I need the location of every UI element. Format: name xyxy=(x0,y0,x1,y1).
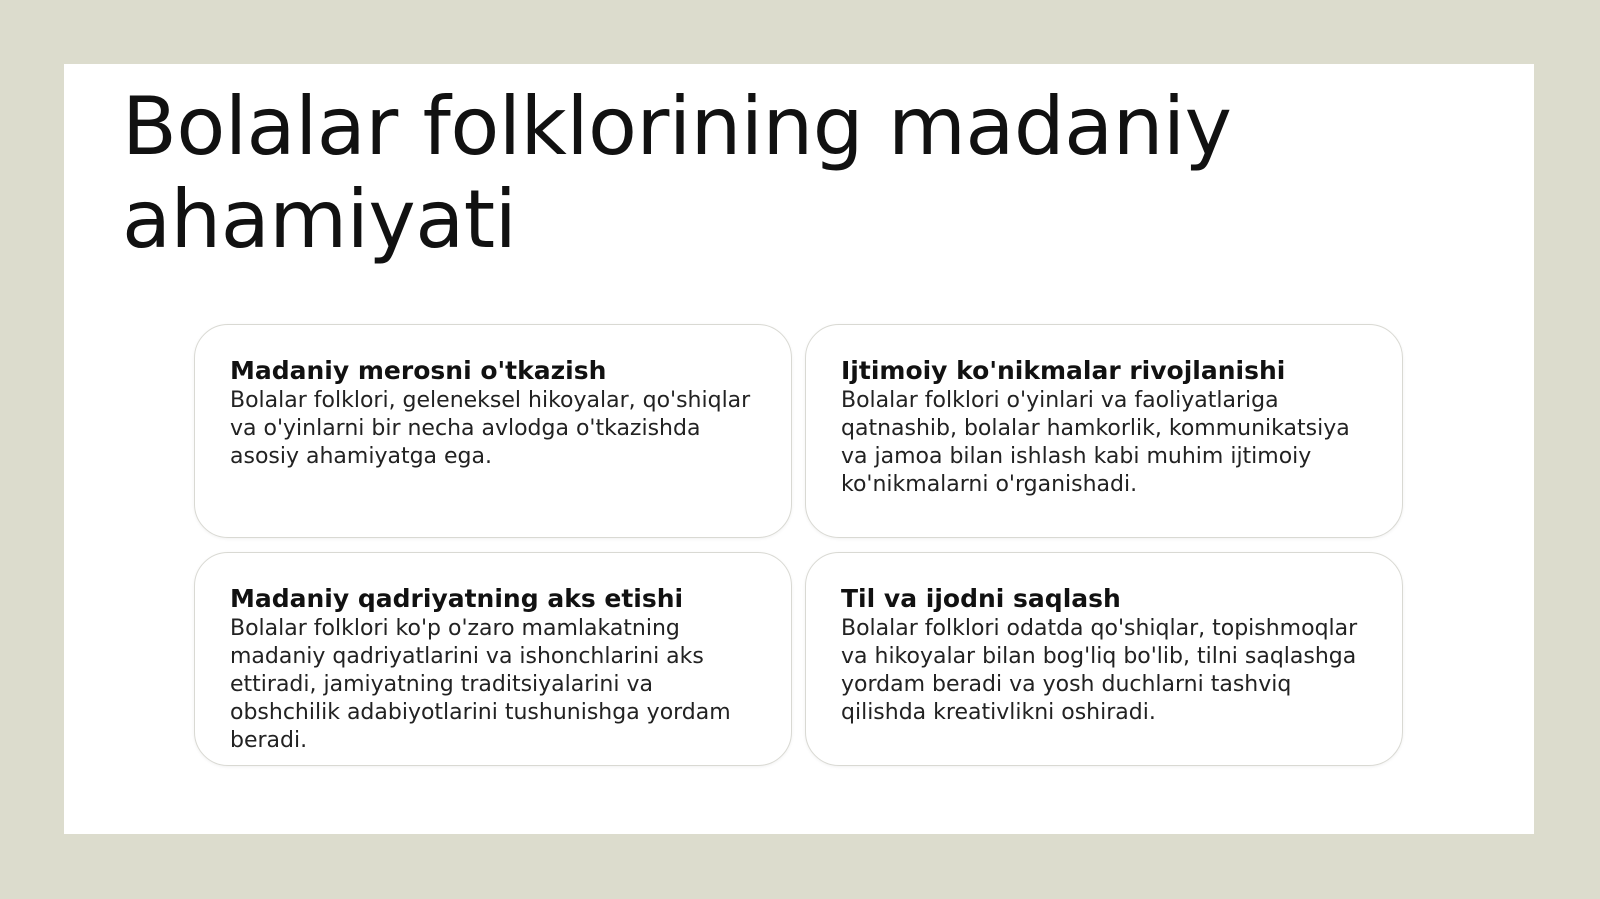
card-body: Bolalar folklori ko'p o'zaro mamlakatning madaniy qadriyatlarini va ishonchlarini aks ettiradi, jamiyatning traditsiyalarini va obshchilik adabiyotlarini tushunishga yordam beradi. xyxy=(230,616,731,753)
card-heading: Til va ijodni saqlash xyxy=(841,584,1121,613)
card-cultural-heritage xyxy=(194,324,792,538)
card-body: Bolalar folklori, geleneksel hikoyalar, qo'shiqlar va o'yinlarni bir necha avlodga o'tkazishda asosiy ahamiyatga ega. xyxy=(230,388,751,469)
slide-title: Bolalar folklorining madaniy ahamiyati xyxy=(122,80,1232,266)
card-language-creativity xyxy=(805,552,1403,766)
card-heading: Madaniy qadriyatning aks etishi xyxy=(230,584,684,613)
card-body: Bolalar folklori o'yinlari va faoliyatlariga qatnashib, bolalar hamkorlik, kommunikatsiya va jamoa bilan ishlash kabi muhim ijtimoiy ko'nikmalarni o'rganishadi. xyxy=(841,388,1350,497)
card-body: Bolalar folklori odatda qo'shiqlar, topishmoqlar va hikoyalar bilan bog'liq bo'lib, tilni saqlashga yordam beradi va yosh duchlarni tashviq qilishda kreativlikni oshiradi. xyxy=(841,616,1358,725)
card-social-skills xyxy=(805,324,1403,538)
card-cultural-values xyxy=(194,552,792,766)
slide xyxy=(64,64,1534,834)
card-heading: Madaniy merosni o'tkazish xyxy=(230,356,607,385)
card-heading: Ijtimoiy ko'nikmalar rivojlanishi xyxy=(841,356,1286,385)
